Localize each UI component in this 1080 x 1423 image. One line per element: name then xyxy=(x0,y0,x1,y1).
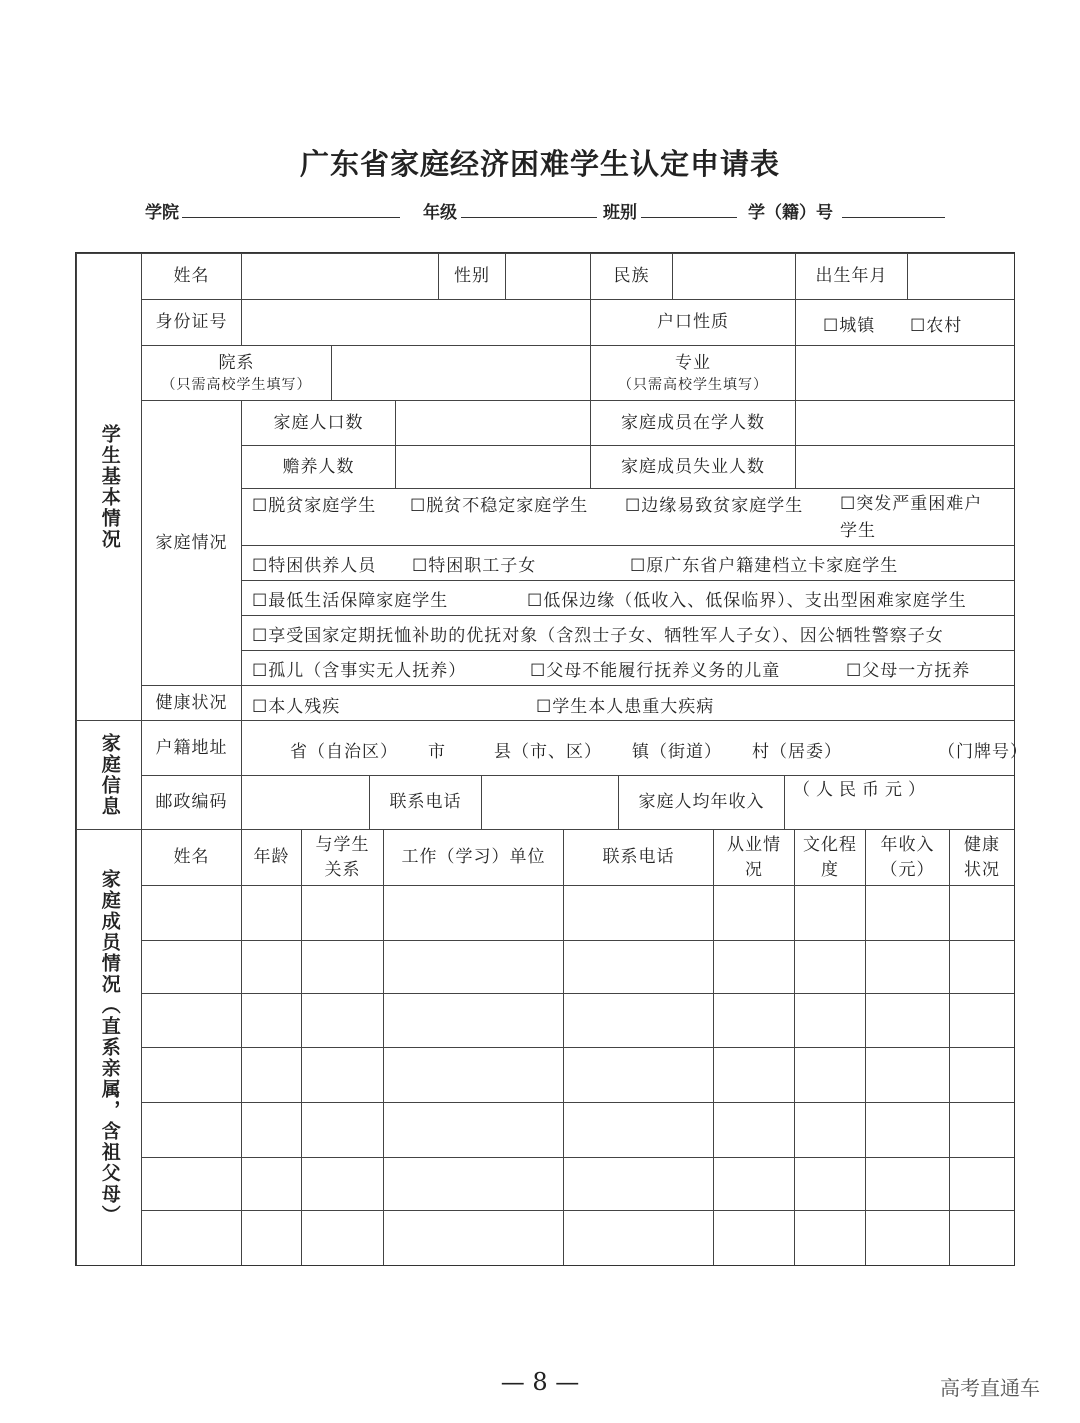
gender-label: 性别 xyxy=(438,253,506,300)
address-label: 户籍地址 xyxy=(141,720,242,776)
family-situation-checkbox[interactable]: ☐原广东省户籍建档立卡家庭学生 xyxy=(630,556,899,576)
member-row-cell[interactable] xyxy=(865,993,950,1048)
address-part: 村（居委） xyxy=(752,742,842,762)
student-id-field[interactable] xyxy=(842,217,945,218)
family-situation-checkbox[interactable]: ☐边缘易致贫家庭学生 xyxy=(625,496,804,516)
member-row-cell[interactable] xyxy=(383,1157,564,1211)
family-situation-checkbox[interactable]: ☐特困供养人员 xyxy=(252,556,377,576)
health-label: 健康状况 xyxy=(141,685,242,721)
watermark: 高考直通车 xyxy=(940,1376,1040,1400)
member-row-cell[interactable] xyxy=(141,1157,242,1211)
member-row-cell[interactable] xyxy=(141,1047,242,1103)
member-row-cell[interactable] xyxy=(949,940,1015,994)
name-input[interactable] xyxy=(241,253,439,300)
member-row-cell[interactable] xyxy=(949,993,1015,1048)
section-family-info: 家庭信息 xyxy=(76,720,142,830)
member-header-cell: 年收入（元） xyxy=(865,829,950,886)
family-students-label: 家庭成员在学人数 xyxy=(590,400,796,446)
member-row-cell[interactable] xyxy=(301,940,384,994)
member-row-cell[interactable] xyxy=(301,1157,384,1211)
hukou-rural-checkbox[interactable]: ☐农村 xyxy=(910,316,963,336)
hukou-type-label: 户口性质 xyxy=(590,299,796,346)
address-part: 市 xyxy=(428,742,446,762)
hukou-urban-checkbox[interactable]: ☐城镇 xyxy=(823,316,876,336)
postcode-input[interactable] xyxy=(241,775,370,830)
member-row-cell[interactable] xyxy=(241,1047,302,1103)
member-row-cell[interactable] xyxy=(949,1047,1015,1103)
family-unemployed-label: 家庭成员失业人数 xyxy=(590,445,796,489)
form-title: 广东省家庭经济困难学生认定申请表 xyxy=(299,147,780,181)
dependents-label: 赡养人数 xyxy=(241,445,396,489)
student-id-label: 学（籍）号 xyxy=(748,203,833,223)
member-row-cell[interactable] xyxy=(865,940,950,994)
id-number-input[interactable] xyxy=(241,299,591,346)
department-note: （只需高校学生填写） xyxy=(161,377,312,394)
major-input[interactable] xyxy=(795,345,1015,401)
member-row-cell[interactable] xyxy=(794,885,866,941)
member-row-cell[interactable] xyxy=(563,885,714,941)
college-field[interactable] xyxy=(182,217,400,218)
ethnicity-input[interactable] xyxy=(672,253,796,300)
member-row-cell[interactable] xyxy=(713,885,795,941)
grade-label: 年级 xyxy=(423,203,457,223)
member-row-cell[interactable] xyxy=(865,1102,950,1158)
department-title: 院系 xyxy=(218,352,255,373)
member-row-cell[interactable] xyxy=(383,1047,564,1103)
member-row-cell[interactable] xyxy=(794,1047,866,1103)
member-row-cell[interactable] xyxy=(141,1102,242,1158)
birth-label: 出生年月 xyxy=(795,253,908,300)
member-row-cell[interactable] xyxy=(301,1210,384,1266)
family-unemployed-input[interactable] xyxy=(795,445,1015,489)
member-header-cell: 工作（学习）单位 xyxy=(383,829,564,886)
department-label xyxy=(141,345,332,401)
member-row-cell[interactable] xyxy=(713,993,795,1048)
family-situation-checkbox[interactable]: ☐父母不能履行抚养义务的儿童 xyxy=(530,661,781,681)
member-row-cell[interactable] xyxy=(383,1102,564,1158)
health-illness-checkbox[interactable]: ☐学生本人患重大疾病 xyxy=(536,697,715,717)
member-row-cell[interactable] xyxy=(865,1210,950,1266)
family-situation-checkbox[interactable]: ☐特困职工子女 xyxy=(412,556,537,576)
member-row-cell[interactable] xyxy=(241,1157,302,1211)
member-row-cell[interactable] xyxy=(865,1047,950,1103)
address-part: 镇（街道） xyxy=(632,742,722,762)
ethnicity-label: 民族 xyxy=(590,253,673,300)
income-label: 家庭人均年收入 xyxy=(618,775,785,830)
family-students-input[interactable] xyxy=(795,400,1015,446)
member-row-cell[interactable] xyxy=(865,885,950,941)
family-situation-checkbox[interactable]: ☐低保边缘（低收入、低保临界）、支出型困难家庭学生 xyxy=(527,591,967,611)
member-header-cell: 文化程度 xyxy=(794,829,866,886)
section-family-members: 家庭成员情况（直系亲属，含祖父母） xyxy=(76,829,142,1266)
member-row-cell[interactable] xyxy=(141,940,242,994)
member-row-cell[interactable] xyxy=(794,1157,866,1211)
member-row-cell[interactable] xyxy=(713,1047,795,1103)
member-row-cell[interactable] xyxy=(563,1157,714,1211)
birth-input[interactable] xyxy=(907,253,1015,300)
address-part: 省（自治区） xyxy=(290,742,398,762)
member-row-cell[interactable] xyxy=(241,1102,302,1158)
address-part: （门牌号） xyxy=(938,742,1028,762)
member-row-cell[interactable] xyxy=(949,1210,1015,1266)
member-row-cell[interactable] xyxy=(383,940,564,994)
member-row-cell[interactable] xyxy=(383,993,564,1048)
family-situation-checkbox[interactable]: ☐父母一方抚养 xyxy=(846,661,971,681)
family-situation-checkbox[interactable]: ☐突发严重困难户学生 xyxy=(840,494,983,541)
member-row-cell[interactable] xyxy=(241,940,302,994)
member-row-cell[interactable] xyxy=(713,940,795,994)
health-disabled-checkbox[interactable]: ☐本人残疾 xyxy=(252,697,341,717)
section-basic-info: 学生基本情况 xyxy=(76,253,142,721)
member-row-cell[interactable] xyxy=(241,885,302,941)
member-row-cell[interactable] xyxy=(949,1157,1015,1211)
member-header-cell: 与学生关系 xyxy=(301,829,384,886)
member-row-cell[interactable] xyxy=(713,1157,795,1211)
major-note: （只需高校学生填写） xyxy=(618,377,768,394)
member-row-cell[interactable] xyxy=(563,1210,714,1266)
income-input xyxy=(784,775,1015,830)
department-input[interactable] xyxy=(331,345,591,401)
member-row-cell[interactable] xyxy=(241,993,302,1048)
class-field[interactable] xyxy=(641,217,737,218)
name-label: 姓名 xyxy=(141,253,242,300)
member-row-cell[interactable] xyxy=(301,1102,384,1158)
phone-input[interactable] xyxy=(481,775,619,830)
member-row-cell[interactable] xyxy=(713,1102,795,1158)
member-row-cell[interactable] xyxy=(949,1102,1015,1158)
class-label: 班别 xyxy=(603,203,637,223)
member-header-cell: 联系电话 xyxy=(563,829,714,886)
member-row-cell[interactable] xyxy=(794,1102,866,1158)
member-row-cell[interactable] xyxy=(301,993,384,1048)
family-situation-checkbox[interactable]: ☐脱贫不稳定家庭学生 xyxy=(410,496,589,516)
member-row-cell[interactable] xyxy=(865,1157,950,1211)
family-situation-label: 家庭情况 xyxy=(141,400,242,686)
family-situation-checkbox[interactable]: ☐享受国家定期抚恤补助的优抚对象（含烈士子女、牺牲军人子女）、因公牺牲警察子女 xyxy=(252,626,944,646)
member-header-cell: 姓名 xyxy=(141,829,242,886)
member-row-cell[interactable] xyxy=(949,885,1015,941)
college-label: 学院 xyxy=(145,203,179,223)
member-row-cell[interactable] xyxy=(713,1210,795,1266)
id-number-label: 身份证号 xyxy=(141,299,242,346)
gender-input[interactable] xyxy=(505,253,591,300)
member-row-cell[interactable] xyxy=(794,993,866,1048)
member-header-cell: 健康状况 xyxy=(949,829,1015,886)
address-part: 县（市、区） xyxy=(494,742,602,762)
member-row-cell[interactable] xyxy=(301,885,384,941)
income-unit: （人民币元） xyxy=(793,780,931,800)
family-situation-checkbox[interactable]: ☐脱贫家庭学生 xyxy=(252,496,377,516)
member-row-cell[interactable] xyxy=(383,1210,564,1266)
member-row-cell[interactable] xyxy=(563,1047,714,1103)
dependents-input[interactable] xyxy=(395,445,591,489)
member-row-cell[interactable] xyxy=(794,1210,866,1266)
member-row-cell[interactable] xyxy=(241,1210,302,1266)
postcode-label: 邮政编码 xyxy=(141,775,242,830)
member-row-cell[interactable] xyxy=(141,993,242,1048)
member-row-cell[interactable] xyxy=(383,885,564,941)
member-row-cell[interactable] xyxy=(141,885,242,941)
major-label xyxy=(590,345,796,401)
family-size-input[interactable] xyxy=(395,400,591,446)
major-title: 专业 xyxy=(675,352,711,373)
phone-label: 联系电话 xyxy=(369,775,482,830)
member-header-cell: 年龄 xyxy=(241,829,302,886)
member-row-cell[interactable] xyxy=(563,1102,714,1158)
member-row-cell[interactable] xyxy=(141,1210,242,1266)
member-row-cell[interactable] xyxy=(794,940,866,994)
page-number: — 8 — xyxy=(500,1368,580,1396)
member-row-cell[interactable] xyxy=(301,1047,384,1103)
member-row-cell[interactable] xyxy=(563,940,714,994)
family-situation-checkbox[interactable]: ☐最低生活保障家庭学生 xyxy=(252,591,449,611)
family-situation-checkbox[interactable]: ☐孤儿（含事实无人抚养） xyxy=(252,661,467,681)
member-row-cell[interactable] xyxy=(563,993,714,1048)
grade-field[interactable] xyxy=(461,217,597,218)
family-size-label: 家庭人口数 xyxy=(241,400,396,446)
member-header-cell: 从业情况 xyxy=(713,829,795,886)
